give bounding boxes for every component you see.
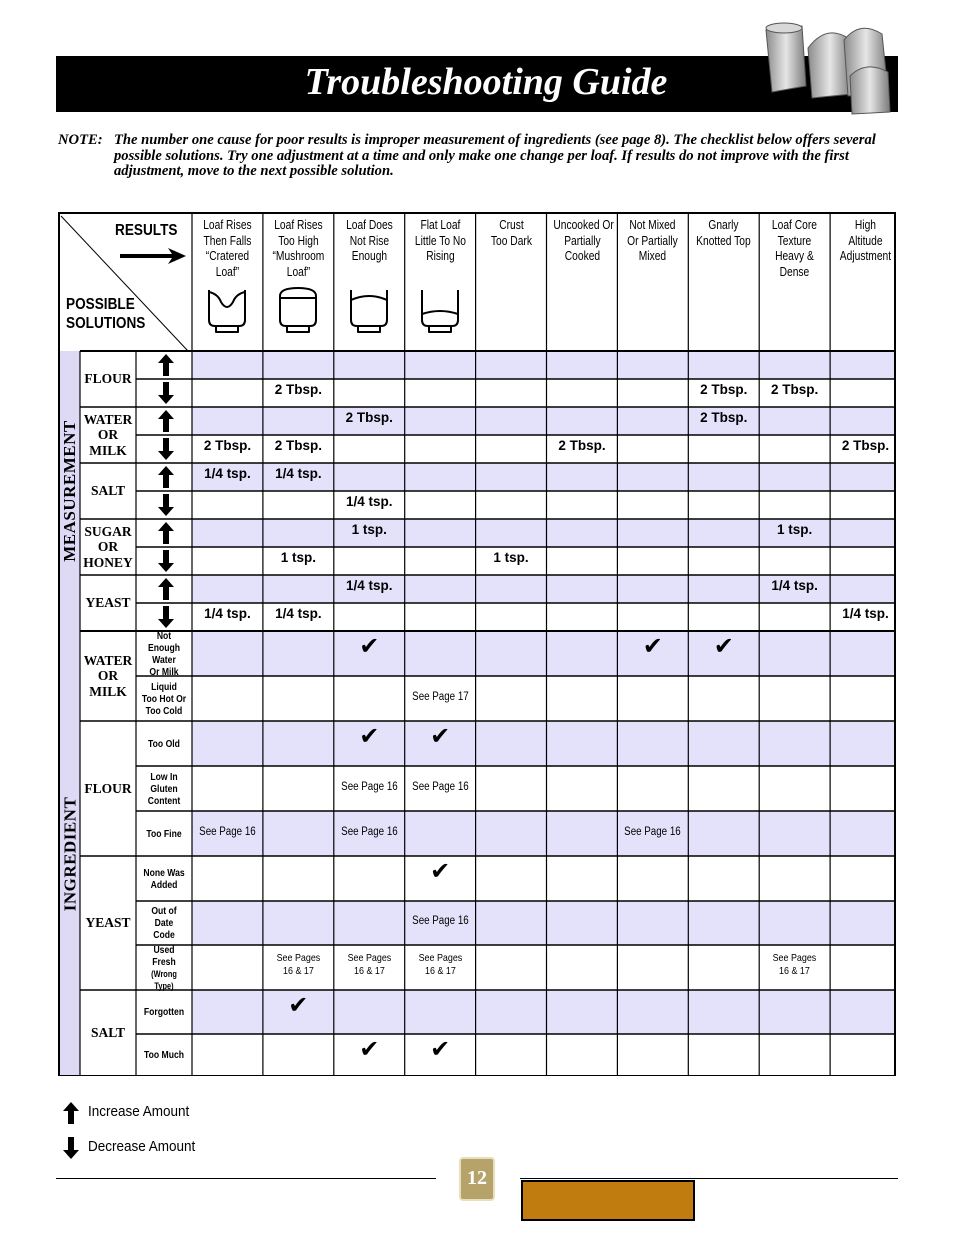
ingredient-condition-label <box>141 676 187 721</box>
condition-label-line: Forgotten <box>143 1006 185 1018</box>
row-shade <box>192 631 896 676</box>
column-header-line: Enough <box>351 249 387 263</box>
ingredient-condition-label <box>141 856 187 901</box>
condition-label-text <box>143 867 184 891</box>
solutions-label-line1: POSSIBLE <box>66 296 135 313</box>
amount-value: 1/4 tsp. <box>345 578 393 593</box>
arrow-down-icon <box>156 381 176 405</box>
condition-label-text <box>146 828 181 840</box>
see-page-note: See Page 16 <box>340 825 398 838</box>
amount-value: 2 Tbsp. <box>274 382 322 397</box>
group-label-line: FLOUR <box>84 371 132 387</box>
column-header <box>695 218 753 290</box>
see-page-note: See Page 16 <box>411 915 469 927</box>
condition-label-text <box>148 771 181 807</box>
condition-label-text <box>144 1006 184 1018</box>
column-header-line: Altitude <box>848 233 883 248</box>
column-header-line: Loaf Rises <box>203 218 252 232</box>
column-header <box>836 218 894 290</box>
amount-value: 2 Tbsp. <box>700 382 748 397</box>
column-header <box>552 218 614 290</box>
group-label-text <box>85 595 130 611</box>
see-pages-line1: See Pages <box>276 952 321 964</box>
legend-decrease <box>60 1135 196 1166</box>
ingredient-group-label <box>80 721 136 856</box>
column-header-line: Texture <box>777 233 812 248</box>
column-header-line: Crust <box>498 218 524 232</box>
group-label-line: OR <box>97 539 119 555</box>
arrow-up-icon <box>156 353 176 377</box>
ingredient-condition-label <box>141 631 187 676</box>
amount-value: 2 Tbsp. <box>345 410 393 425</box>
bread-pan-icon <box>275 286 321 336</box>
condition-label-text <box>142 681 186 717</box>
check-mark: ✔ <box>288 992 309 1019</box>
troubleshooting-table <box>58 212 896 1076</box>
see-page-note: See Page 16 <box>411 780 469 793</box>
condition-label-text <box>141 905 187 941</box>
see-pages-line1: See Pages <box>418 952 462 964</box>
bread-pan-icon <box>204 286 250 336</box>
condition-label-line: Liquid <box>151 680 177 693</box>
see-pages-line2: 16 & 17 <box>424 965 456 977</box>
group-label-text <box>84 371 131 387</box>
column-header-line: Not Rise <box>349 233 389 248</box>
column-header-line: “Cratered <box>205 249 250 263</box>
column-header <box>766 218 824 290</box>
column-header <box>269 218 327 290</box>
bread-pan-icon <box>346 286 392 336</box>
column-header-line: “Mushroom <box>272 249 325 263</box>
column-header-line: Loaf” <box>215 264 240 279</box>
column-header-line: Too Dark <box>490 233 532 248</box>
amount-value: 1/4 tsp. <box>842 606 889 621</box>
ingredient-condition-label <box>141 721 187 766</box>
page-number: 12 <box>459 1157 495 1201</box>
arrow-up-icon <box>156 409 176 433</box>
see-pages-line1: See Pages <box>772 952 817 964</box>
amount-value: 1 tsp. <box>280 550 316 565</box>
measurement-group-label <box>80 575 136 631</box>
condition-label-text <box>148 738 180 750</box>
page-title: Troubleshooting Guide <box>304 61 668 103</box>
amount-value: 2 Tbsp. <box>203 438 252 453</box>
check-mark: ✔ <box>359 1036 380 1063</box>
group-label-line: WATER <box>83 411 133 427</box>
amount-value: 2 Tbsp. <box>558 438 606 453</box>
condition-label-line: Too Cold <box>145 704 183 717</box>
see-page-note: See Page 16 <box>199 825 256 838</box>
group-label-text <box>91 483 125 499</box>
bread-pan-icon <box>417 286 463 336</box>
group-label-text <box>84 412 133 459</box>
condition-label-line: Water <box>152 653 176 666</box>
column-header-line: High <box>854 218 877 232</box>
arrow-down-icon <box>156 605 176 629</box>
column-header-line: Loaf” <box>286 264 311 279</box>
check-mark: ✔ <box>713 633 734 660</box>
see-page-note: See Page 16 <box>340 780 398 793</box>
group-label-text <box>84 653 133 700</box>
see-pages-line1: See Pages <box>347 952 392 964</box>
amount-value: 1 tsp. <box>777 522 813 537</box>
results-label: RESULTS <box>115 222 178 239</box>
row-shade <box>192 901 896 945</box>
amount-value: 1 tsp. <box>493 550 529 565</box>
group-label-text <box>84 781 131 797</box>
column-header-line: Dense <box>779 264 810 279</box>
bread-pans-illustration <box>756 16 900 116</box>
arrow-up-icon <box>156 577 176 601</box>
condition-label-line: Content <box>147 794 181 807</box>
column-header <box>411 218 469 290</box>
column-header-line: Too High <box>278 233 319 248</box>
amount-value: 1/4 tsp. <box>275 466 322 481</box>
column-header-line: Or Partially <box>627 233 679 248</box>
column-header <box>482 218 540 290</box>
amount-value: 2 Tbsp. <box>771 382 819 397</box>
ingredient-condition-label <box>141 1034 187 1076</box>
column-header-line: Mixed <box>639 249 667 263</box>
condition-label-line: Out of Date <box>151 905 177 929</box>
footer-rule-right <box>520 1178 898 1179</box>
group-label-line: SUGAR <box>84 523 132 539</box>
ingredient-condition-label <box>141 945 187 990</box>
ingredient-condition-label <box>141 766 187 811</box>
footer-rule-left <box>56 1178 436 1179</box>
legend-increase <box>60 1100 190 1131</box>
column-header-line: Loaf Rises <box>274 218 323 232</box>
column-header-line: Rising <box>425 249 455 263</box>
measurement-group-label <box>80 351 136 407</box>
amount-value: 1/4 tsp. <box>345 494 393 509</box>
condition-label-line: Too Fine <box>146 827 182 840</box>
condition-label-line: Gluten <box>150 782 178 795</box>
column-header-line: Gnarly <box>708 218 739 232</box>
see-pages-line2: 16 & 17 <box>353 965 385 977</box>
arrow-down-icon <box>156 493 176 517</box>
column-header <box>624 218 682 290</box>
column-header-line: Loaf Core <box>772 218 818 232</box>
check-mark: ✔ <box>430 858 451 885</box>
row-shade <box>192 407 896 435</box>
group-label-line: FLOUR <box>84 780 132 796</box>
see-pages-line2: 16 & 17 <box>779 965 811 977</box>
condition-label-text <box>141 944 187 992</box>
group-label-line: OR <box>97 427 119 443</box>
check-mark: ✔ <box>359 633 380 660</box>
condition-label-text <box>144 1049 184 1061</box>
ingredient-condition-label <box>141 901 187 945</box>
condition-label-line: Low In <box>150 770 178 783</box>
see-pages-note <box>765 952 825 982</box>
ingredient-group-label <box>80 631 136 721</box>
column-header-line: Heavy & <box>775 249 814 263</box>
group-label-line: YEAST <box>85 595 131 611</box>
note-text: The number one cause for poor results is improper measurement of ingredients (see page 8). The checklist below offers several possible solutions. Try one adjustment at a time and only make one change per loaf. If results do not improve with the first adjustment, move to the next possible solution. <box>114 132 876 179</box>
group-label-line: SALT <box>90 483 126 499</box>
ingredient-group-label <box>80 856 136 990</box>
see-pages-note <box>410 952 470 982</box>
see-pages-line2: 16 & 17 <box>282 965 314 977</box>
group-label-line: OR <box>97 668 119 684</box>
check-mark: ✔ <box>430 723 451 750</box>
legend-decrease-label: Decrease Amount <box>88 1138 196 1155</box>
check-mark: ✔ <box>642 633 663 660</box>
group-label-line: SALT <box>90 1025 126 1041</box>
arrow-up-icon <box>60 1100 82 1126</box>
group-label-line: YEAST <box>85 915 131 931</box>
arrow-down-icon <box>60 1135 82 1161</box>
group-label-line: MILK <box>89 683 127 699</box>
group-label-text <box>85 915 130 931</box>
amount-value: 1/4 tsp. <box>204 606 251 621</box>
column-header-line: Adjustment <box>839 249 892 263</box>
condition-label-line: Too Old <box>148 737 180 750</box>
arrow-down-icon <box>156 549 176 573</box>
column-header-line: Little To No <box>414 233 466 248</box>
condition-label-line: Too Hot Or <box>141 692 187 705</box>
amount-value: 1/4 tsp. <box>204 466 251 481</box>
check-mark: ✔ <box>430 1036 451 1063</box>
column-header <box>198 218 256 290</box>
row-shade <box>192 811 896 856</box>
column-header-line: Loaf Does <box>345 218 393 232</box>
note-label: NOTE: <box>58 132 103 148</box>
amount-value: 1/4 tsp. <box>771 578 818 593</box>
row-shade <box>192 721 896 766</box>
condition-label-line: Or Milk <box>149 665 179 678</box>
row-shade <box>192 351 896 379</box>
condition-label-line: Code <box>153 929 175 941</box>
measurement-group-label <box>80 519 136 575</box>
column-header-line: Partially <box>563 233 601 248</box>
measurement-group-label <box>80 407 136 463</box>
arrow-down-icon <box>156 437 176 461</box>
condition-label-text <box>141 630 187 678</box>
arrow-up-icon <box>156 521 176 545</box>
amount-value: 2 Tbsp. <box>700 410 748 425</box>
see-pages-note <box>339 952 399 982</box>
see-page-note: See Page 17 <box>411 690 469 703</box>
condition-label-line: (Wrong Type) <box>151 968 177 991</box>
column-header-line: Knotted Top <box>696 233 752 248</box>
condition-label-line: Used Fresh <box>152 943 176 968</box>
condition-label-line: Added <box>150 878 178 891</box>
column-header-line: Uncooked Or <box>552 218 614 232</box>
legend-increase-label: Increase Amount <box>88 1103 190 1120</box>
arrow-up-icon <box>156 465 176 489</box>
amount-value: 1 tsp. <box>351 522 387 537</box>
condition-label-line: Not Enough <box>147 629 181 654</box>
footer-accent-box <box>521 1180 695 1221</box>
condition-label-line: None Was <box>143 866 185 879</box>
arrow-right-icon <box>118 245 188 267</box>
measurement-group-label <box>80 463 136 519</box>
solutions-label <box>66 295 160 337</box>
ingredient-condition-label <box>141 811 187 856</box>
group-label-text <box>91 1025 125 1041</box>
group-label-text <box>83 524 133 571</box>
column-header <box>340 218 398 290</box>
column-header-line: Then Falls <box>203 233 252 248</box>
group-label-line: MILK <box>89 442 127 458</box>
amount-value: 2 Tbsp. <box>274 438 322 453</box>
condition-label-line: Too Much <box>143 1049 185 1061</box>
see-page-note: See Page 16 <box>624 825 682 838</box>
amount-value: 2 Tbsp. <box>841 438 890 453</box>
see-pages-note <box>268 952 328 982</box>
group-label-line: WATER <box>83 652 133 668</box>
group-label-line: HONEY <box>83 554 133 570</box>
column-header-line: Cooked <box>564 249 600 263</box>
ingredient-condition-label <box>141 990 187 1034</box>
solutions-label-line2: SOLUTIONS <box>66 315 146 332</box>
column-header-line: Not Mixed <box>629 218 676 232</box>
section-label-measurement: MEASUREMENT <box>60 420 79 562</box>
note <box>58 133 888 180</box>
check-mark: ✔ <box>359 723 380 750</box>
column-header-line: Flat Loaf <box>420 218 461 232</box>
ingredient-group-label <box>80 990 136 1076</box>
amount-value: 1/4 tsp. <box>275 606 322 621</box>
section-label-ingredient: INGREDIENT <box>60 796 79 911</box>
